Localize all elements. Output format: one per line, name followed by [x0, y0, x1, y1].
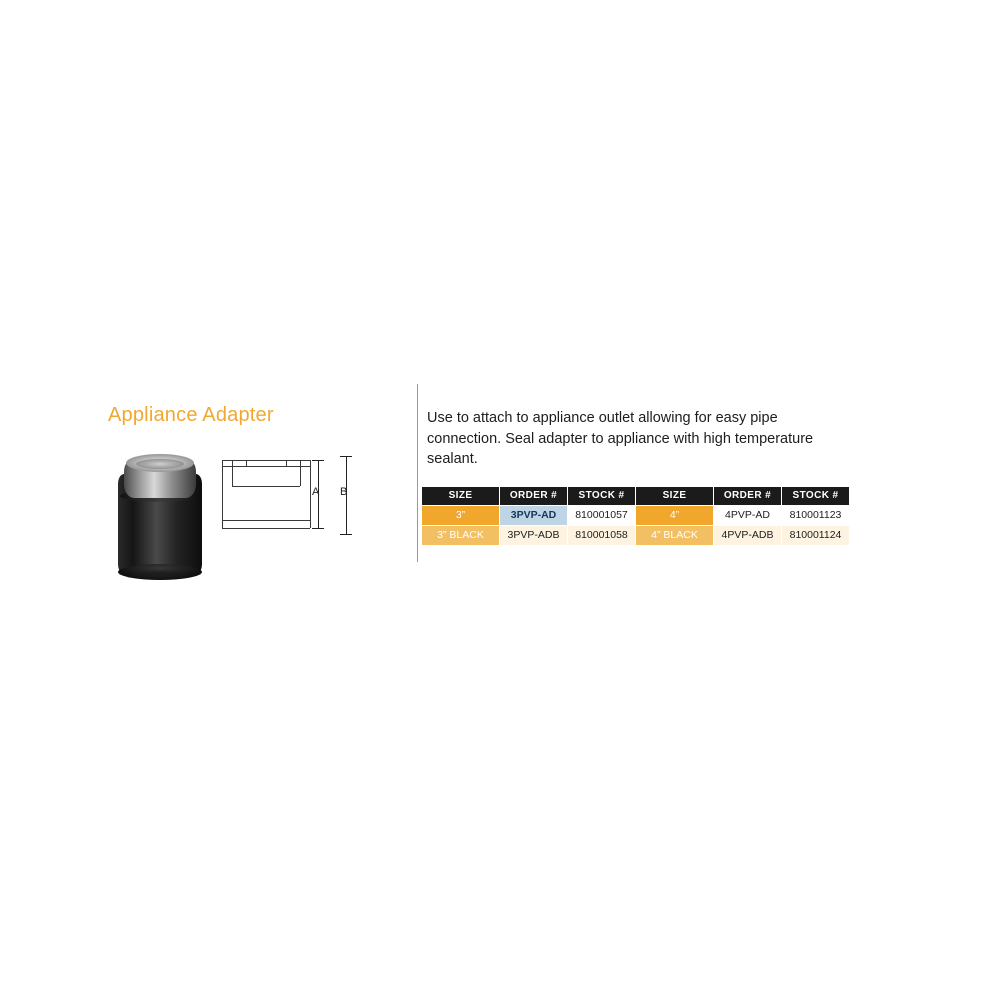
drawing-line: [232, 486, 300, 487]
dimension-b-tick-top: [340, 456, 352, 457]
cell-size-left: 3”: [422, 506, 500, 526]
dimension-b-tick-bottom: [340, 534, 352, 535]
cell-order-left[interactable]: 3PVP-AD: [500, 506, 568, 526]
drawing-line: [222, 528, 310, 529]
cell-size-right: 4”: [636, 506, 714, 526]
cell-stock-left: 810001057: [568, 506, 636, 526]
drawing-line: [232, 460, 233, 486]
header-size-left: SIZE: [422, 487, 500, 506]
cell-stock-right: 810001123: [782, 506, 850, 526]
header-size-right: SIZE: [636, 487, 714, 506]
dimension-a-tick-bottom: [312, 528, 324, 529]
drawing-line: [286, 460, 287, 466]
page-title: Appliance Adapter: [108, 404, 274, 426]
table-header-row: [422, 487, 850, 506]
drawing-line: [246, 460, 286, 461]
dimension-a-tick-top: [312, 460, 324, 461]
drawing-line: [246, 460, 247, 466]
cell-order-right: 4PVP-ADB: [714, 526, 782, 546]
technical-drawing: [222, 452, 362, 542]
cell-stock-left: 810001058: [568, 526, 636, 546]
drawing-line: [222, 460, 223, 528]
cell-size-left: 3” BLACK: [422, 526, 500, 546]
product-description: Use to attach to appliance outlet allowing for easy pipe connection. Seal adapter to appliance with high temperature sealant.: [427, 410, 814, 468]
drawing-line: [310, 460, 311, 528]
header-stock-right: STOCK #: [782, 487, 850, 506]
photo-shadow: [122, 568, 198, 578]
vertical-divider: [417, 384, 418, 562]
photo-collar-hole: [136, 459, 184, 469]
spec-table: [421, 486, 850, 546]
table-row: [422, 506, 850, 526]
header-order-right: ORDER #: [714, 487, 782, 506]
table-row: [422, 526, 850, 546]
cell-stock-right: 810001124: [782, 526, 850, 546]
dimension-a-label: A: [312, 486, 320, 498]
drawing-line: [222, 466, 310, 467]
drawing-line: [300, 460, 301, 486]
drawing-line: [222, 520, 310, 521]
dimension-b-label: B: [340, 486, 348, 498]
cell-order-right: 4PVP-AD: [714, 506, 782, 526]
product-photo: [110, 452, 210, 580]
header-stock-left: STOCK #: [568, 487, 636, 506]
cell-size-right: 4” BLACK: [636, 526, 714, 546]
cell-order-left: 3PVP-ADB: [500, 526, 568, 546]
header-order-left: ORDER #: [500, 487, 568, 506]
